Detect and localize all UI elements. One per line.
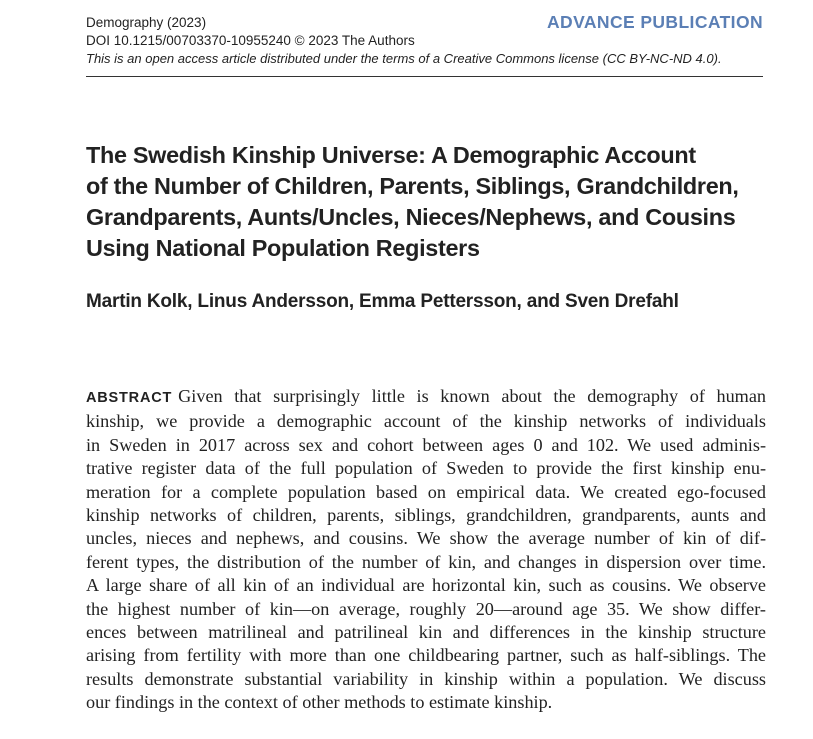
license-notice: This is an open access article distributed under the terms of a Creative Commons license (CC BY-NC-ND 4.0). bbox=[86, 51, 722, 66]
abstract-line: the highest number of kin—on average, roughly 20—around age 35. We show differ- bbox=[86, 598, 766, 619]
abstract-line: our findings in the context of other methods to estimate kinship. bbox=[86, 692, 553, 713]
abstract-line: meration for a complete population based on empirical data. We created ego-focused bbox=[86, 481, 766, 502]
abstract-line: ences between matrilineal and patrilineal kin and differences in the kinship structure bbox=[86, 622, 766, 643]
abstract-line: kinship networks of children, parents, siblings, grandchildren, grandparents, aunts and bbox=[86, 505, 766, 526]
title-line: The Swedish Kinship Universe: A Demographic Account bbox=[86, 142, 696, 168]
article-header bbox=[86, 14, 763, 68]
abstract-line bbox=[86, 385, 766, 410]
doi-copyright[interactable]: DOI 10.1215/00703370-10955240 © 2023 The Authors bbox=[86, 33, 415, 48]
title-line: Using National Population Registers bbox=[86, 235, 480, 261]
abstract-line: kinship, we provide a demographic account of the kinship networks of individuals bbox=[86, 411, 766, 432]
abstract bbox=[86, 385, 766, 715]
author-list: Martin Kolk, Linus Andersson, Emma Pettersson, and Sven Drefahl bbox=[86, 291, 679, 312]
abstract-line: trative register data of the full population of Sweden to provide the first kinship enu- bbox=[86, 458, 766, 479]
header-divider bbox=[86, 76, 763, 77]
journal-citation: Demography (2023) bbox=[86, 15, 207, 30]
abstract-line: results demonstrate substantial variability in kinship within a population. We discuss bbox=[86, 668, 766, 689]
abstract-line-text: Given that surprisingly little is known about the demography of human bbox=[178, 386, 766, 406]
article-title bbox=[86, 140, 786, 264]
title-line: Grandparents, Aunts/Uncles, Nieces/Nephews, and Cousins bbox=[86, 204, 736, 230]
advance-publication-badge: ADVANCE PUBLICATION bbox=[547, 12, 763, 32]
abstract-label: ABSTRACT bbox=[86, 390, 173, 406]
abstract-line: uncles, nieces and nephews, and cousins. We show the average number of kin of dif- bbox=[86, 528, 766, 549]
abstract-line: ferent types, the distribution of the number of kin, and changes in dispersion over time. bbox=[86, 551, 766, 572]
abstract-line: arising from fertility with more than one childbearing partner, such as half-siblings. The bbox=[86, 645, 766, 666]
title-line: of the Number of Children, Parents, Siblings, Grandchildren, bbox=[86, 173, 739, 199]
abstract-line: in Sweden in 2017 across sex and cohort between ages 0 and 102. We used adminis- bbox=[86, 434, 766, 455]
abstract-line: A large share of all kin of an individual are horizontal kin, such as cousins. We observe bbox=[86, 575, 766, 596]
